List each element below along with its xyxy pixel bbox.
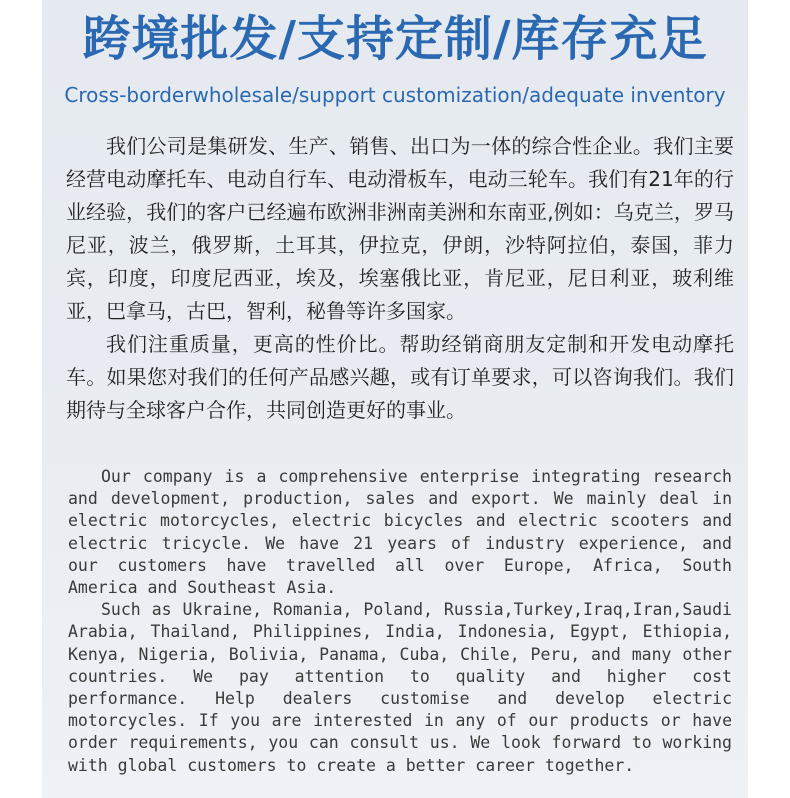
english-paragraph-countries: Such as Ukraine, Romania, Poland, Russia,Turkey,Iraq,Iran,Saudi Arabia, Thailand, Philippines, India, Indonesia, Egypt, Ethiopia, Kenya, Nigeria, Bolivia, Panama, Cuba, Chile, Peru, and many other countries. We pay attention to quality and higher cost performance. Help dealers customise and develop electric motorcycles. If you are interested in any of our products or have order requirements, you can consult us. We look forward to working with global customers to create a better career together.: [68, 600, 732, 775]
page-subtitle: Cross-borderwholesale/support customization/adequate inventory: [64, 83, 726, 107]
english-description: [68, 466, 732, 777]
chinese-paragraph-company: 我们公司是集研发、生产、销售、出口为一体的综合性企业。我们主要经营电动摩托车、电动自行车、电动滑板车，电动三轮车。我们有21年的行业经验，我们的客户已经遍布欧洲非洲南美洲和东南亚,例如：乌克兰，罗马尼亚，波兰，俄罗斯，土耳其，伊拉克，伊朗，沙特阿拉伯，泰国，菲力宾，印度，印度尼西亚，埃及，埃塞俄比亚，肯尼亚，尼日利亚，玻利维亚，巴拿马，古巴，智利，秘鲁等许多国家。: [66, 134, 734, 323]
english-paragraph-company: Our company is a comprehensive enterprise integrating research and development, production, sales and export. We mainly deal in electric motorcycles, electric bicycles and electric scooters and electric tricycle. We have 21 years of industry experience, and our customers have travelled all over Europe, Africa, South America and Southeast Asia.: [68, 467, 732, 598]
page-title: 跨境批发/支持定制/库存充足: [82, 11, 708, 67]
chinese-description: [66, 130, 734, 427]
chinese-paragraph-quality: 我们注重质量，更高的性价比。帮助经销商朋友定制和开发电动摩托车。如果您对我们的任何产品感兴趣，或有订单要求，可以咨询我们。我们期待与全球客户合作，共同创造更好的事业。: [66, 332, 734, 422]
